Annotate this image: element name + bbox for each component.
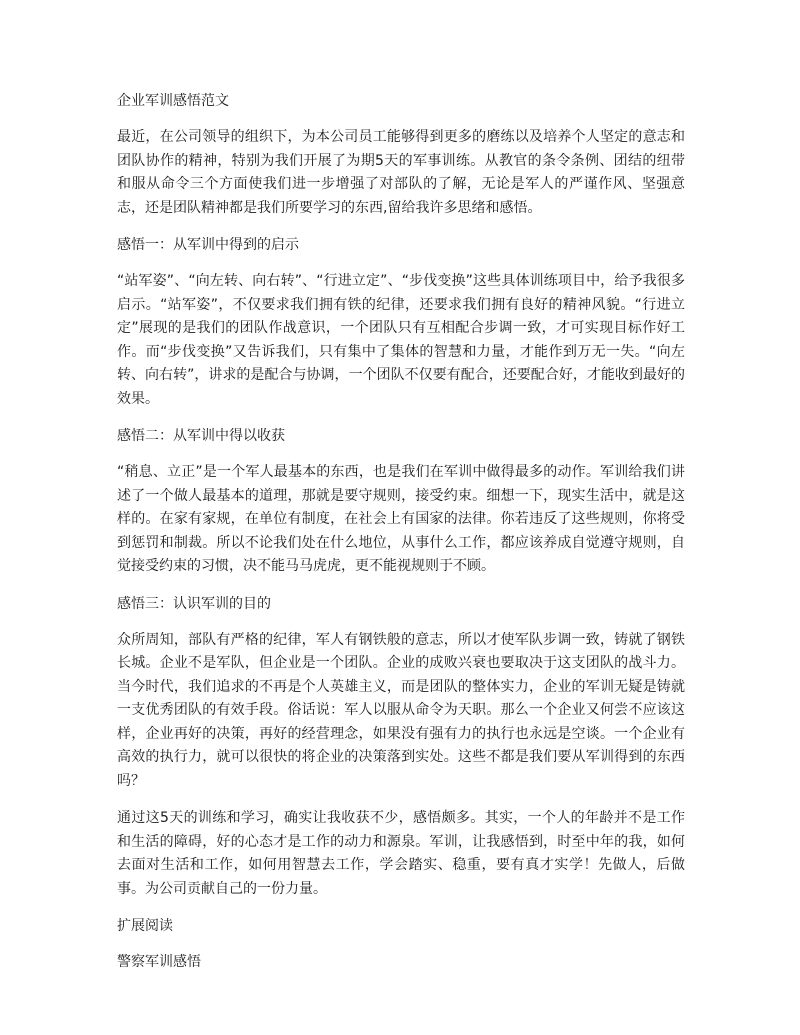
document-page [117, 90, 685, 987]
section-body-1: “站军姿”、“向左转、向右转”、“行进立定”、“步伐变换”这些具体训练项目中，给予我很多启示。“站军姿”，不仅要求我们拥有铁的纪律，还要求我们拥有良好的精神风貌。“行进立定”展现的是我们的团队作战意识，一个团队只有互相配合步调一致，才可实现目标作好工作。而“步伐变换”又告诉我们，只有集中了集体的智慧和力量，才能作到万无一失。“向左转、向右转”，讲求的是配合与协调，一个团队不仅要有配合，还要配合好，才能收到最好的效果。 [117, 273, 685, 407]
intro-paragraph: 最近，在公司领导的组织下，为本公司员工能够得到更多的磨练以及培养个人坚定的意志和团队协作的精神，特别为我们开展了为期5天的军事训练。从教官的条令条例、团结的纽带和服从命令三个方面使我们进一步增强了对部队的了解，无论是军人的严谨作风、坚强意志，还是团队精神都是我们所要学习的东西,留给我许多思绪和感悟。 [117, 129, 685, 216]
document-title: 企业军训感悟范文 [117, 93, 229, 109]
section-heading-2: 感悟二：从军训中得以收获 [117, 428, 285, 444]
section-body-2: “稍息、立正”是一个军人最基本的东西，也是我们在军训中做得最多的动作。军训给我们讲述了一个做人最基本的道理，那就是要守规则，接受约束。细想一下，现实生活中，就是这样的。在家有家规，在单位有制度，在社会上有国家的法律。你若违反了这些规则，你将受到惩罚和制裁。所以不论我们处在什么地位，从事什么工作，都应该养成自觉遵守规则，自觉接受约束的习惯，决不能马马虎虎，更不能视规则于不顾。 [117, 464, 685, 574]
related-article-link[interactable]: 警察军训感悟 [117, 954, 201, 970]
section-body-3: 众所周知，部队有严格的纪律，军人有钢铁般的意志，所以才使军队步调一致，铸就了钢铁长城。企业不是军队，但企业是一个团队。企业的成败兴衰也要取决于这支团队的战斗力。当今时代，我们追求的不再是个人英雄主义，而是团队的整体实力，企业的军训无疑是铸就一支优秀团队的有效手段。俗话说：军人以服从命令为天职。那么一个企业又何尝不应该这样，企业再好的决策，再好的经营理念，如果没有强有力的执行也永远是空谈。一个企业有高效的执行力，就可以很快的将企业的决策落到实处。这些不都是我们要从军训得到的东西吗？ [117, 631, 685, 789]
extended-reading-label: 扩展阅读 [117, 918, 173, 934]
section-heading-3: 感悟三：认识军训的目的 [117, 595, 271, 612]
conclusion-paragraph: 通过这5天的训练和学习，确实让我收获不少，感悟颇多。其实，一个人的年龄并不是工作和生活的障碍，好的心态才是工作的动力和源泉。军训，让我感悟到，时至中年的我，如何去面对生活和工作，如何用智慧去工作，学会踏实、稳重，要有真才实学！先做人，后做事。为公司贡献自己的一份力量。 [117, 810, 685, 897]
section-heading-1: 感悟一：从军训中得到的启示 [117, 237, 299, 253]
